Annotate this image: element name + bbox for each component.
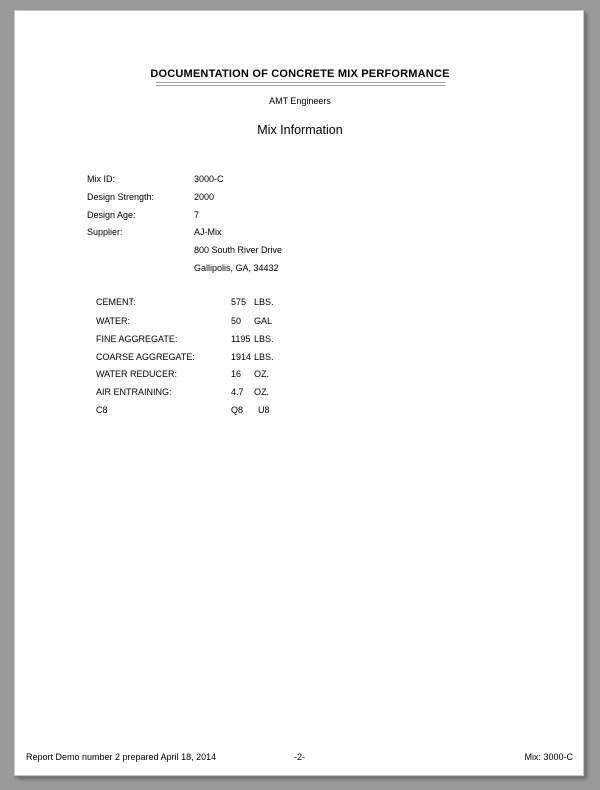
supplier-name: AJ-Mix [194, 227, 222, 237]
supplier-address-line1: 800 South River Drive [194, 245, 283, 255]
design-strength-value: 2000 [194, 192, 215, 202]
material-qty: 4.7 [231, 387, 244, 397]
material-qty: 50 [231, 316, 242, 326]
footer-prepared-text: Report Demo number 2 prepared April 18, 2014 [26, 752, 217, 762]
footer-page-number: -2- [294, 752, 305, 762]
title-rule-top [156, 82, 445, 83]
supplier-label: Supplier: [87, 227, 123, 237]
material-name: AIR ENTRAINING: [96, 387, 172, 397]
design-strength-label: Design Strength: [87, 192, 155, 202]
material-qty: 1914 [231, 352, 252, 362]
supplier-address-line2: Gallipolis, GA, 34432 [194, 263, 279, 273]
mix-id-label: Mix ID: [87, 174, 115, 184]
company-name: AMT Engineers [269, 96, 331, 106]
footer-mix-id: Mix: 3000-C [524, 752, 573, 762]
material-unit: LBS. [254, 334, 274, 344]
material-unit: GAL [254, 316, 273, 326]
design-age-label: Design Age: [87, 210, 136, 220]
material-unit: LBS. [254, 352, 274, 362]
material-unit: LBS. [254, 297, 274, 307]
material-name: C8 [96, 405, 108, 415]
material-qty: 575 [231, 297, 247, 307]
material-qty: Q8 [231, 405, 244, 415]
material-name: FINE AGGREGATE: [96, 334, 178, 344]
material-name: WATER REDUCER: [96, 369, 177, 379]
report-title: DOCUMENTATION OF CONCRETE MIX PERFORMANCE [150, 68, 450, 80]
section-title: Mix Information [257, 123, 343, 137]
report-page [14, 10, 584, 776]
material-qty: 16 [231, 369, 242, 379]
material-name: CEMENT: [96, 297, 136, 307]
material-name: WATER: [96, 316, 130, 326]
material-unit: U8 [258, 405, 270, 415]
material-name: COARSE AGGREGATE: [96, 352, 195, 362]
material-qty: 1195 [231, 334, 251, 344]
title-rule-bottom [156, 85, 445, 86]
material-unit: OZ. [254, 387, 269, 397]
material-unit: OZ. [254, 369, 269, 379]
mix-id-value: 3000-C [194, 174, 224, 184]
design-age-value: 7 [194, 210, 200, 220]
